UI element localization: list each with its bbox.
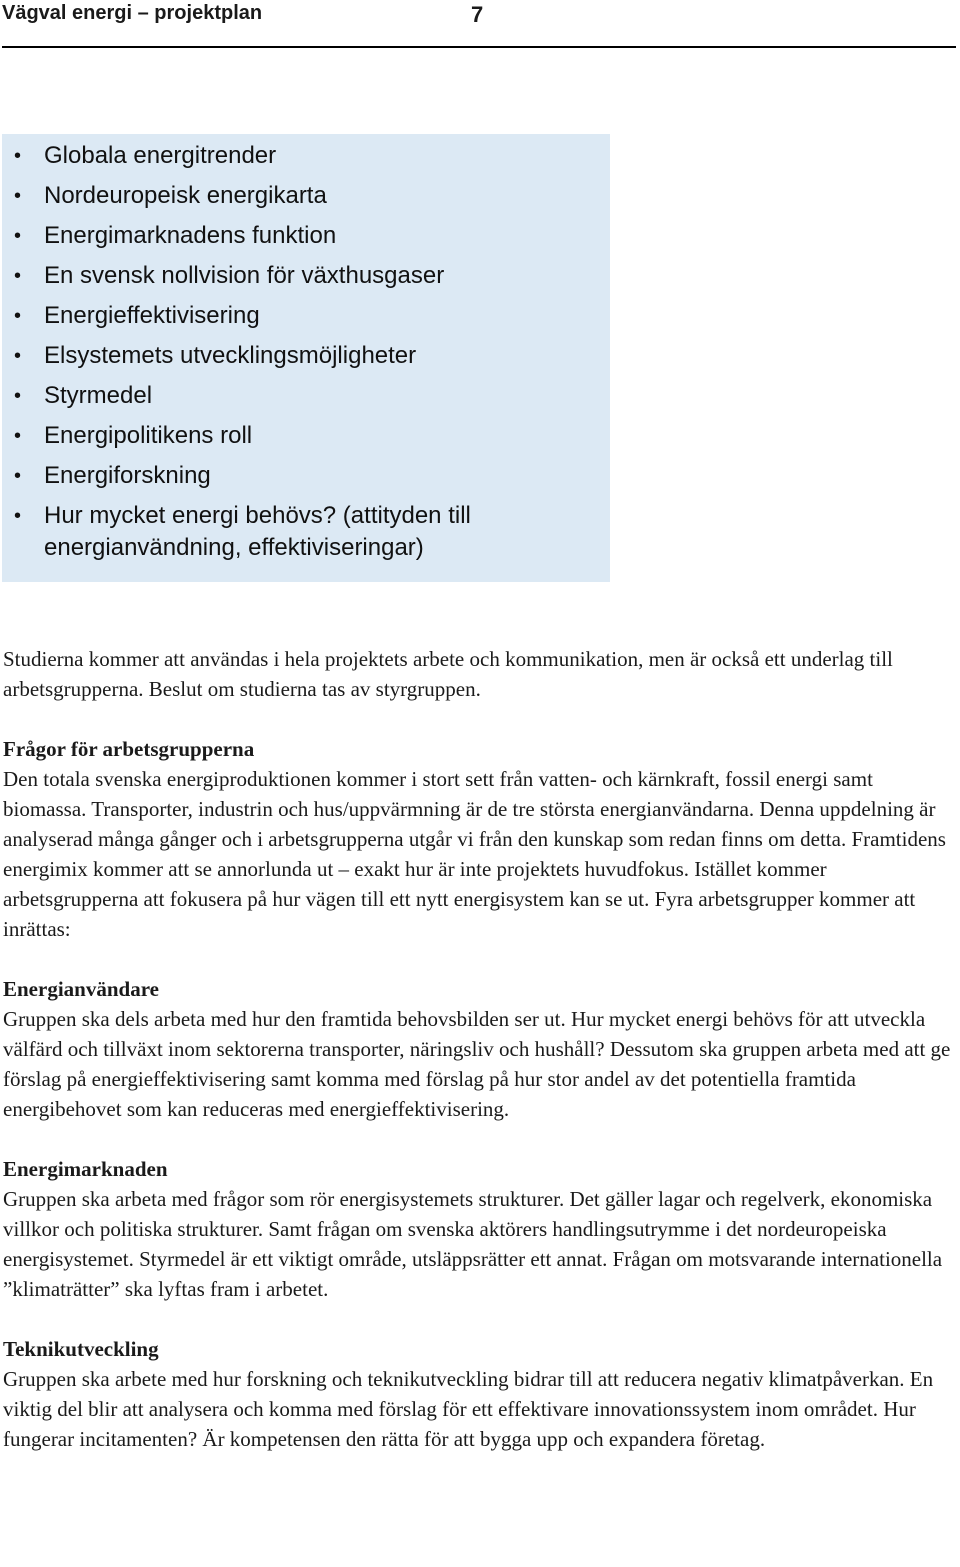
section-paragraph: Gruppen ska arbete med hur forskning och teknikutveckling bidrar till att reducera negativ klimatpåverkan. En viktig del blir att analysera och komma med förslag för ett effektivare innovationssystem inom området. Hur fungerar incitamenten? Är kompetensen den rätta för att bygga upp och expandera företag. — [3, 1367, 934, 1451]
topic-label: Hur mycket energi behövs? (attityden till energianvändning, effektiviseringar) — [44, 502, 471, 561]
bullet-icon: • — [14, 385, 22, 407]
bullet-icon: • — [14, 185, 22, 207]
section-paragraph: Den totala svenska energiproduktionen kommer i stort sett från vatten- och kärnkraft, fossil energi samt biomassa. Transporter, industrin och hus/uppvärmning är de tre största energianvändarna. Denna uppdelning är analyserad många gånger och i arbetsgrupperna utgår vi från den kunskap som redan finns om detta. Framtidens energimix kommer att se annorlunda ut – exakt hur är inte projektets huvudfokus. Istället kommer arbetsgrupperna att fokusera på hur vägen till ett nytt energisystem kan se ut. Fyra arbetsgrupper kommer att inrättas: — [3, 767, 946, 941]
topic-label: Nordeuropeisk energikarta — [44, 182, 327, 209]
topic-item — [2, 180, 554, 212]
topic-item — [2, 460, 554, 492]
section-paragraph: Gruppen ska arbeta med frågor som rör energisystemets strukturer. Det gäller lagar och regelverk, ekonomiska villkor och politiska strukturer. Samt frågan om svenska aktörers handlingsutrymme i det nordeuropeiska energisystemet. Styrmedel är ett viktigt område, utsläppsrätter ett annat. Frågan om motsvarande internationella ”klimaträtter” ska lyftas fram i arbetet. — [3, 1187, 943, 1301]
topic-item — [2, 500, 554, 564]
topic-label: Energimarknadens funktion — [44, 222, 337, 249]
study-topics-list — [2, 140, 610, 564]
bullet-icon: • — [14, 305, 22, 327]
topic-item — [2, 340, 554, 372]
topic-label: Globala energitrender — [44, 142, 277, 169]
section-heading: Energimarknaden — [3, 1157, 168, 1181]
topic-item — [2, 300, 554, 332]
bullet-icon: • — [14, 265, 22, 287]
section-questions — [3, 734, 953, 944]
section-heading: Frågor för arbetsgrupperna — [3, 737, 255, 761]
topic-item — [2, 420, 554, 452]
section-energy-users — [3, 974, 953, 1124]
bullet-icon: • — [14, 465, 22, 487]
topic-label: Energiforskning — [44, 462, 211, 489]
bullet-icon: • — [14, 505, 22, 527]
topic-item — [2, 380, 554, 412]
page-number: 7 — [471, 2, 484, 27]
intro-paragraph: Studierna kommer att användas i hela projektets arbete och kommunikation, men är också ett underlag till arbetsgrupperna. Beslut om studierna tas av styrgruppen. — [3, 647, 893, 701]
section-heading: Energianvändare — [3, 977, 159, 1001]
topic-label: Energieffektivisering — [44, 302, 260, 329]
topic-item — [2, 260, 554, 292]
bullet-icon: • — [14, 345, 22, 367]
topic-label: Elsystemets utvecklingsmöjligheter — [44, 342, 417, 369]
section-heading: Teknikutveckling — [3, 1337, 159, 1361]
topic-item — [2, 140, 554, 172]
body-text — [3, 644, 953, 1484]
section-paragraph: Gruppen ska dels arbeta med hur den framtida behovsbilden ser ut. Hur mycket energi behövs för att utveckla välfärd och tillväxt inom sektorerna transporter, näringsliv och hushåll? Dessutom ska gruppen arbeta med att ge förslag på energieffektivisering samt komma med förslag på hur stor andel av det potentiella framtida energibehovet som kan reduceras med energieffektivisering. — [3, 1007, 951, 1121]
section-energy-market — [3, 1154, 953, 1304]
study-topics-box — [2, 134, 610, 582]
bullet-icon: • — [14, 145, 22, 167]
topic-label: Styrmedel — [44, 382, 153, 409]
page-header — [2, 0, 956, 48]
document-title: Vägval energi – projektplan — [2, 2, 263, 24]
topic-label: En svensk nollvision för växthusgaser — [44, 262, 445, 289]
topic-item — [2, 220, 554, 252]
bullet-icon: • — [14, 225, 22, 247]
topic-label: Energipolitikens roll — [44, 422, 253, 449]
section-technology-development — [3, 1334, 953, 1454]
bullet-icon: • — [14, 425, 22, 447]
